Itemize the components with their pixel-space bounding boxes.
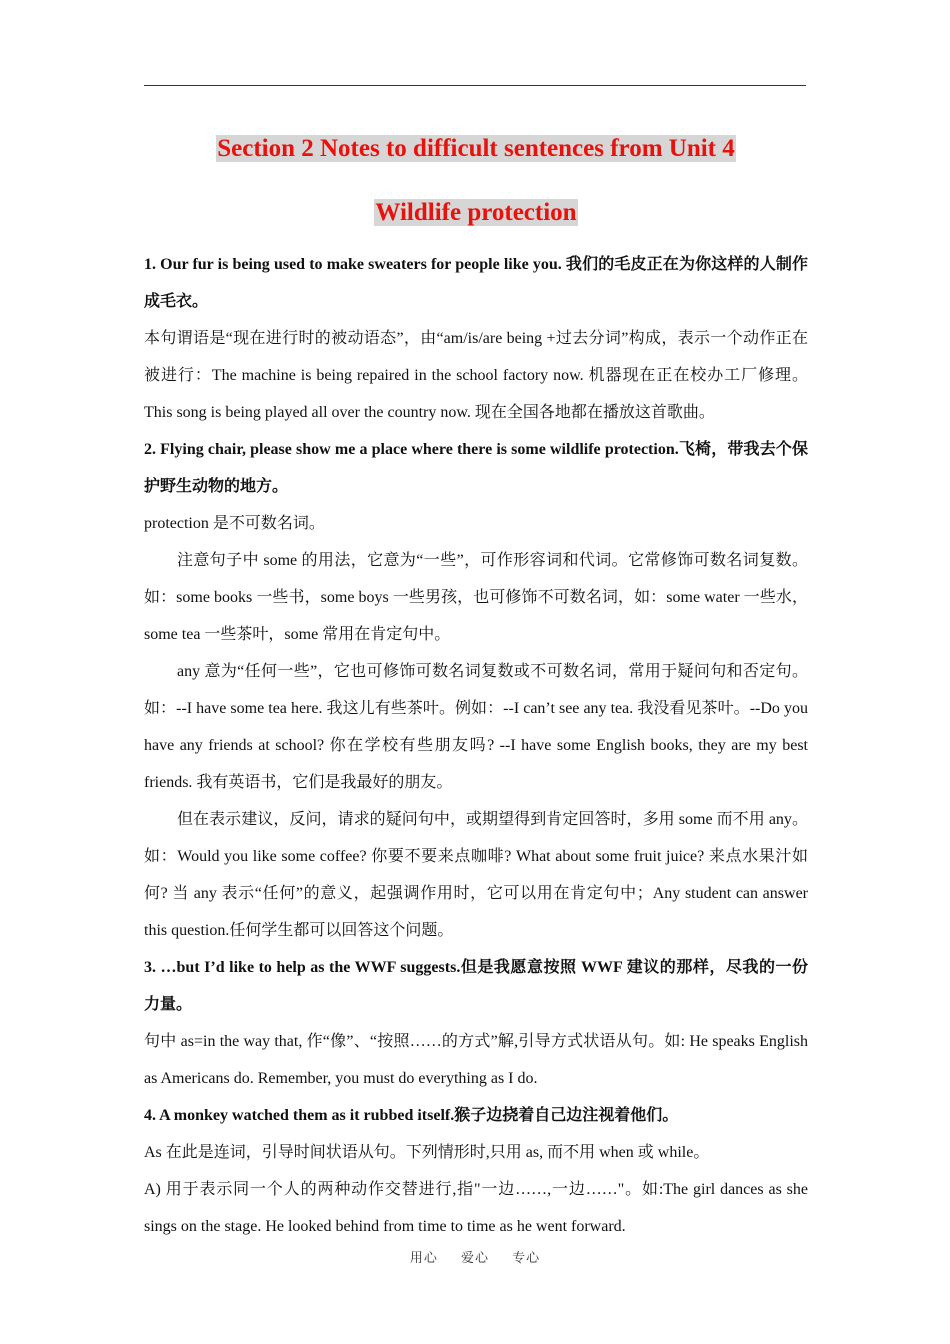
header-rule <box>144 85 806 86</box>
note-3-explanation: 句中 as=in the way that, 作“像”、“按照……的方式”解,引导方式状语从句。如: He speaks English as Americans do. Remember, you must do everything as I do. <box>144 1033 808 1087</box>
page-footer: 用心 爱心 专心 <box>409 1251 541 1266</box>
note-1-heading: 1. Our fur is being used to make sweaters for people like you. 我们的毛皮正在为你这样的人制作成毛衣。 <box>144 256 808 310</box>
note-2-any-usage: any 意为“任何一些”，它也可修饰可数名词复数或不可数名词，常用于疑问句和否定句。如：--I have some tea here. 我这儿有些茶叶。例如：--I can’t see any tea. 我没看见茶叶。--Do you have any friends at school? 你在学校有些朋友吗? --I have some English books, they are my best friends. 我有英语书，它们是我最好的朋友。 <box>144 663 808 791</box>
note-3-heading: 3. …but I’d like to help as the WWF suggests.但是我愿意按照 WWF 建议的那样，尽我的一份力量。 <box>144 959 808 1013</box>
note-2-protection: protection 是不可数名词。 <box>144 515 325 532</box>
document-subtitle <box>144 194 808 232</box>
note-2-some-in-questions: 但在表示建议，反问，请求的疑问句中，或期望得到肯定回答时，多用 some 而不用 any。如：Would you like some coffee? 你要不要来点咖啡? What about some fruit juice? 来点水果汁如何? 当 any 表示“任何”的意义，起强调作用时，它可以用在肯定句中；Any student can answer this question.任何学生都可以回答这个问题。 <box>144 811 808 939</box>
note-4-heading: 4. A monkey watched them as it rubbed itself.猴子边挠着自己边注视着他们。 <box>144 1107 679 1124</box>
note-4-point-a: A) 用于表示同一个人的两种动作交替进行,指"一边……,一边……"。如:The girl dances as she sings on the stage. He looked behind from time to time as he went forward. <box>144 1181 808 1235</box>
note-4-explanation: As 在此是连词，引导时间状语从句。下列情形时,只用 as, 而不用 when 或 while。 <box>144 1144 710 1161</box>
document-title <box>144 130 808 168</box>
title-line-1: Section 2 Notes to difficult sentences from Unit 4 <box>217 135 735 162</box>
title-line-2: Wildlife protection <box>375 199 577 226</box>
note-2-heading: 2. Flying chair, please show me a place where there is some wildlife protection.飞椅，带我去个保护野生动物的地方。 <box>144 441 808 495</box>
note-2-some-usage: 注意句子中 some 的用法，它意为“一些”，可作形容词和代词。它常修饰可数名词复数。如：some books 一些书，some boys 一些男孩，也可修饰不可数名词，如：some water 一些水，some tea 一些茶叶，some 常用在肯定句中。 <box>144 552 808 643</box>
document-body <box>144 130 808 1245</box>
note-1-explanation: 本句谓语是“现在进行时的被动语态”，由“am/is/are being +过去分词”构成，表示一个动作正在被进行：The machine is being repaired in the school factory now. 机器现在正在校办工厂修理。This song is being played all over the country now. 现在全国各地都在播放这首歌曲。 <box>144 330 808 421</box>
